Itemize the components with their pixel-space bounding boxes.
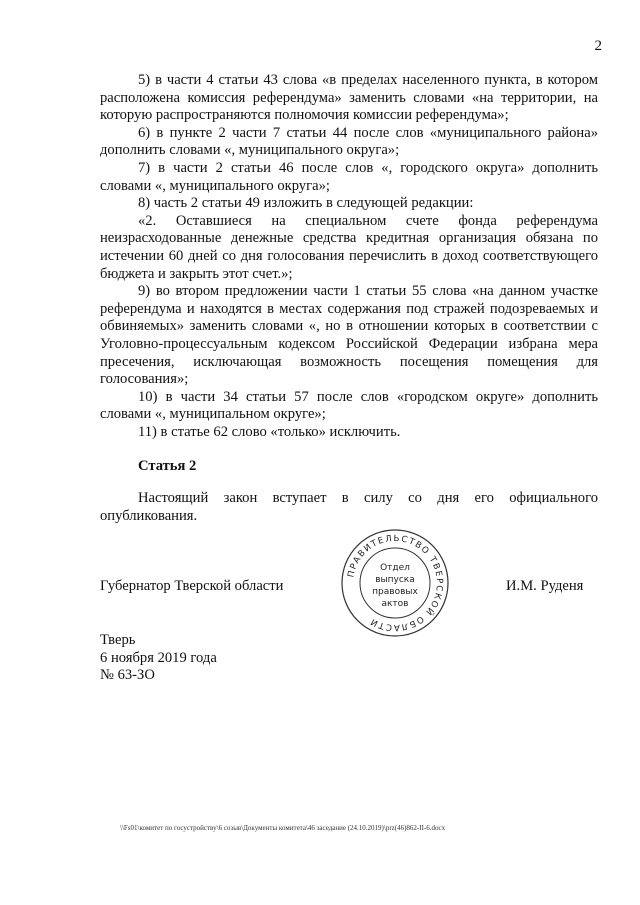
footer-file-path: \\Fs01\комитет по госустройству\6 созыв\Документы комитета\46 заседание (24.10.2019)\prz(46)862-II-6.docx: [120, 824, 446, 832]
paragraph: «2. Оставшиеся на специальном счете фонда референдума неизрасходованные денежные средства кредитная организация обязана по истечении 60 дней со дня голосования перечислить в доход соответствующего бюджета и закрыть этот счет.»;: [100, 212, 598, 282]
paragraph: Настоящий закон вступает в силу со дня его официального опубликования.: [100, 490, 598, 524]
governor-name: И.М. Руденя: [506, 578, 584, 594]
stamp-center-line: Отдел: [380, 563, 410, 573]
paragraph: 11) в статье 62 слово «только» исключить.: [138, 423, 401, 440]
law-number: № 63-ЗО: [100, 667, 155, 684]
official-stamp: [340, 528, 450, 638]
city: Тверь: [100, 632, 136, 648]
paragraph: 6) в пункте 2 части 7 статьи 44 после слов «муниципального района» дополнить словами «, муниципального округа»;: [100, 124, 598, 159]
stamp-center-line: актов: [381, 599, 409, 609]
paragraph: 9) во втором предложении части 1 статьи 55 слова «на данном участке референдума и находятся в местах содержания под стражей подозреваемых и обвиняемых» заменить словами «, но в отношении которых в соответствии с Уголовно-процессуальным кодексом Российской Федерации избрана мера пресечения, исключающая возможность посещения помещения для голосования»;: [100, 283, 598, 388]
paragraph: 8) часть 2 статьи 49 изложить в следующей редакции:: [138, 195, 474, 212]
stamp-center-line: правовых: [372, 587, 418, 597]
article-text: [100, 490, 598, 525]
paragraph: 5) в части 4 статьи 43 слова «в пределах населенного пункта, в котором расположена комиссия референдума» заменить словами «на территории, на которую распространяются полномочия комиссии референдума»;: [100, 72, 598, 124]
stamp-ring-text: ПРАВИТЕЛЬСТВО ТВЕРСКОЙ ОБЛАСТИ: [346, 533, 445, 633]
paragraph: 10) в части 34 статьи 57 после слов «городском округе» дополнить словами «, муниципальном округе»;: [100, 388, 598, 423]
stamp-center-line: выпуска: [375, 575, 415, 585]
paragraph: 7) в части 2 статьи 46 после слов «, городского округа» дополнить словами «, муниципального округа»;: [100, 159, 598, 194]
amendments-list: [100, 72, 598, 441]
date: 6 ноября 2019 года: [100, 649, 217, 666]
page-number: 2: [594, 38, 602, 54]
article-heading: Статья 2: [138, 458, 197, 474]
governor-title: Губернатор Тверской области: [100, 578, 284, 594]
place-date-block: [100, 632, 217, 685]
